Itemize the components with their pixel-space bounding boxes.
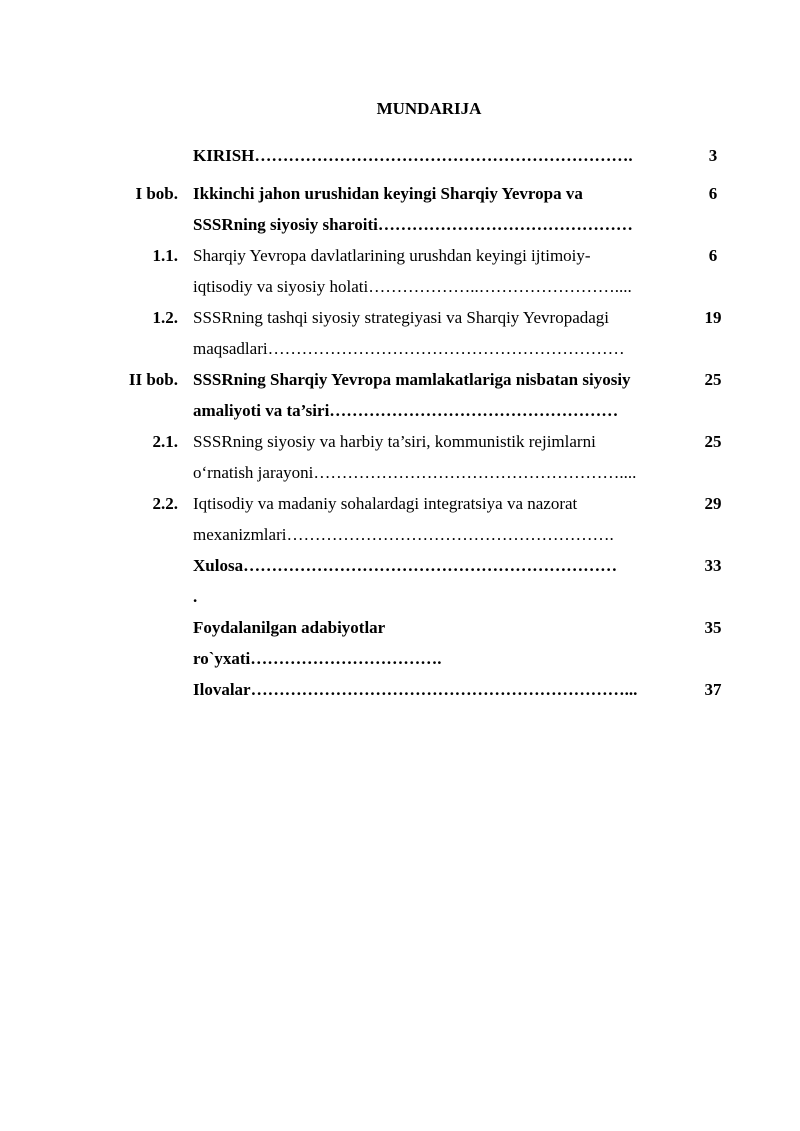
toc-entry-number: II bob. <box>128 370 178 389</box>
toc-entry-page: 6 <box>708 184 718 203</box>
toc-entry-page: 29 <box>704 494 722 513</box>
toc-entry-title: Iqtisodiy va madaniy sohalardagi integratsiya va nazorat mexanizmlari…………………………………………………. <box>193 494 614 544</box>
toc-entry-page: 33 <box>704 556 722 575</box>
toc-entry-title: Sharqiy Yevropa davlatlarining urushdan keyingi ijtimoiy- iqtisodiy va siyosiy holati………………..…………………….... <box>193 246 632 296</box>
toc-entry <box>0 488 800 550</box>
toc-entry-title: SSSRning tashqi siyosiy strategiyasi va Sharqiy Yevropadagi maqsadlari……………………………………………………… <box>193 308 625 358</box>
toc-entry <box>0 612 800 674</box>
toc-entry-title: SSSRning siyosiy va harbiy ta’siri, kommunistik rejimlarni o‘rnatish jarayoni……………………………………………….... <box>193 432 637 482</box>
toc-entry-page: 25 <box>704 432 722 451</box>
toc-entry-page: 19 <box>704 308 722 327</box>
toc-entry <box>0 140 800 178</box>
toc-entry-title: Ikkinchi jahon urushidan keyingi Sharqiy Yevropa va SSSRning siyosiy sharoiti……………………………………… <box>193 184 633 234</box>
toc-entry <box>0 302 800 364</box>
toc-entry-number: 2.1. <box>152 432 178 451</box>
toc-entry <box>0 674 800 712</box>
toc-entry-number: I bob. <box>135 184 178 203</box>
toc-entry-page: 35 <box>704 618 722 637</box>
toc-entry-title: SSSRning Sharqiy Yevropa mamlakatlariga nisbatan siyosiy amaliyoti va ta’siri…………………………………………… <box>193 370 631 420</box>
toc-entry <box>0 364 800 426</box>
toc-entry-title: Xulosa………………………………………………………… . <box>193 556 618 606</box>
toc-entry-number: 1.2. <box>152 308 178 327</box>
table-of-contents <box>0 140 800 712</box>
toc-entry-number: 1.1. <box>152 246 178 265</box>
toc-entry <box>0 178 800 240</box>
toc-entry-page: 25 <box>704 370 722 389</box>
toc-entry-page: 37 <box>704 680 722 699</box>
toc-entry <box>0 240 800 302</box>
toc-entry-title: KIRISH…………………………………………………………. <box>193 146 633 165</box>
toc-entry <box>0 426 800 488</box>
toc-entry-page: 3 <box>708 146 718 165</box>
toc-entry-title: Foydalanilgan adabiyotlar ro`yxati……………………………. <box>193 618 442 668</box>
toc-entry-title: Ilovalar…………………………………………………………... <box>193 680 638 699</box>
toc-entry-number: 2.2. <box>152 494 178 513</box>
toc-entry <box>0 550 800 612</box>
toc-entry-page: 6 <box>708 246 718 265</box>
page-title: MUNDARIJA <box>376 99 482 118</box>
